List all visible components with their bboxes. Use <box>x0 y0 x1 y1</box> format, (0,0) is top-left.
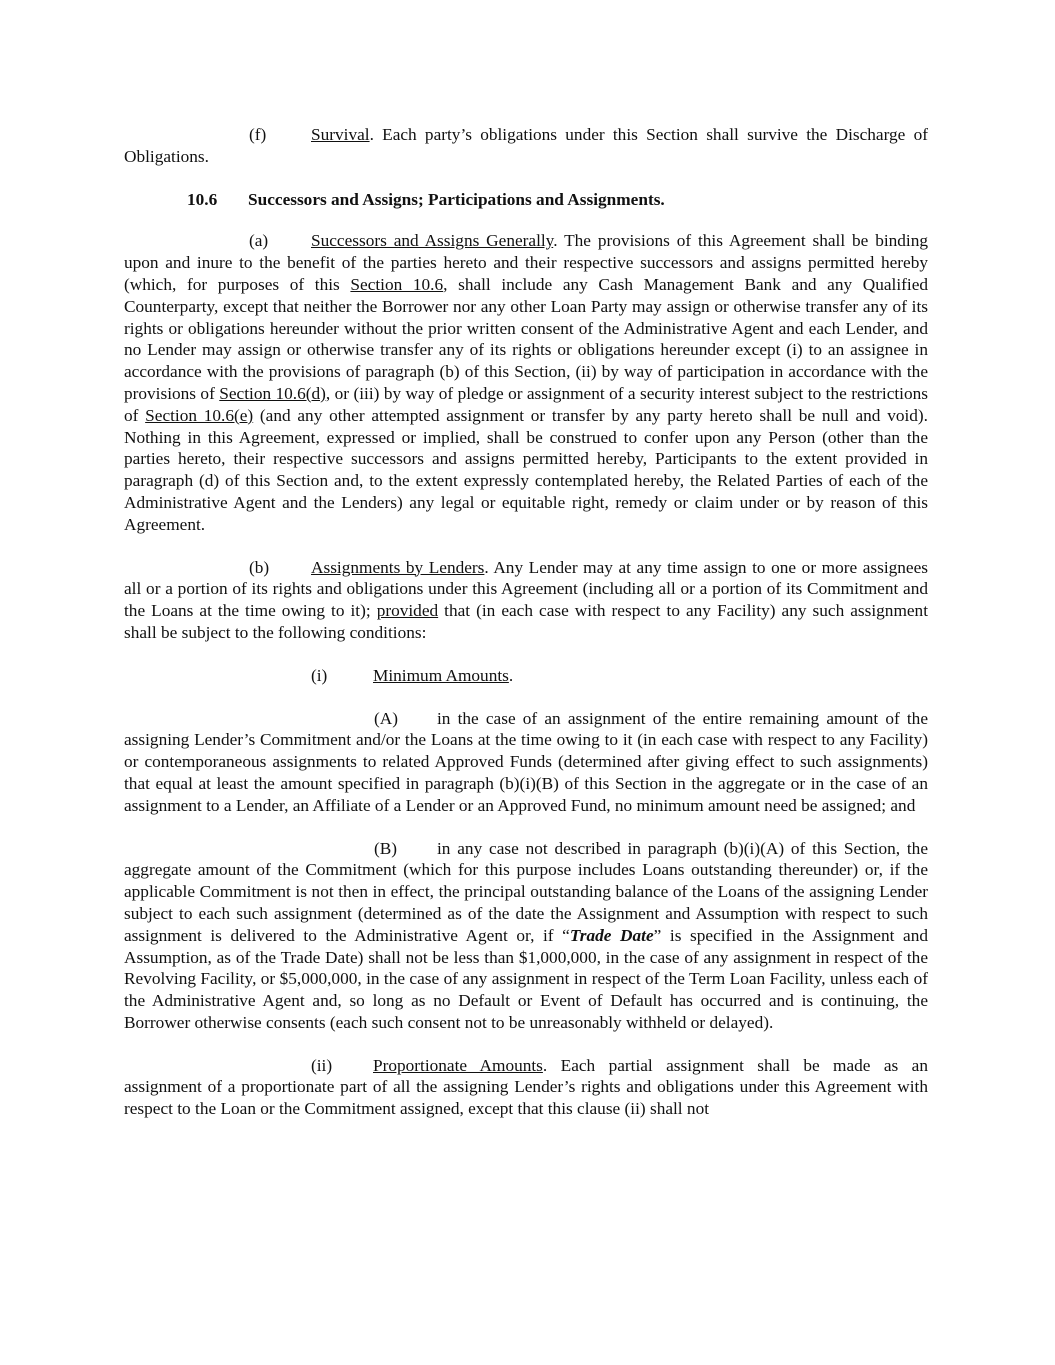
paragraph-b-marker: (b) <box>249 557 270 577</box>
provided-term: provided <box>376 601 439 621</box>
paragraph-a-marker: (a) <box>249 231 269 251</box>
paragraph-b-text-2: that (in each case with respect to any Facility) any such assignment shall be subject to the following conditions: <box>124 601 928 642</box>
cross-reference-section-10-6: Section 10.6 <box>350 274 444 294</box>
paragraph-a-text-1: . The provisions of this Agreement shall be binding upon and inure to the benefit of the parties hereto and their respective successors and assigns permitted hereby (which, for purposes of this <box>124 231 928 294</box>
paragraph-b-i-B <box>124 838 928 1034</box>
paragraph-b-text-1: . Any Lender may at any time assign to one or more assignees all or a portion of its rights and obligations under this Agreement (including all or a portion of its Commitment and the Loans at the time owing to it); <box>124 557 928 621</box>
paragraph-b-i-A-marker: (A) <box>374 708 398 728</box>
paragraph-b-ii-marker: (ii) <box>311 1055 333 1075</box>
cross-reference-section-10-6-e: Section 10.6(e) <box>145 405 254 425</box>
paragraph-b-i-B-text-2: ” is specified in the Assignment and Assumption, as of the Trade Date) shall not be less than $1,000,000, in the case of any assignment in respect of the Revolving Facility, or $5,000,000, in the case of any assignment in respect of the Term Loan Facility, unless each of the Administrative Agent and, so long as no Default or Event of Default has occurred and is continuing, the Borrower otherwise consents (each such consent not to be unreasonably withheld or delayed). <box>124 925 928 1032</box>
paragraph-b-i-suffix: . <box>508 665 514 685</box>
paragraph-b-i <box>124 665 928 687</box>
document-page <box>124 124 928 1141</box>
section-title: Successors and Assigns; Participations and Assignments. <box>248 189 665 209</box>
paragraph-b-ii <box>124 1055 928 1120</box>
paragraph-f-title: Survival <box>311 125 370 144</box>
paragraph-a <box>124 230 928 535</box>
paragraph-b-ii-title: Proportionate Amounts <box>373 1055 543 1075</box>
paragraph-a-title: Successors and Assigns Generally <box>311 231 554 251</box>
paragraph-b-i-B-marker: (B) <box>374 838 398 858</box>
defined-term-trade-date: Trade Date <box>569 925 654 945</box>
cross-reference-section-10-6-d: Section 10.6(d) <box>219 383 326 403</box>
paragraph-b-i-B-text-1: in any case not described in paragraph (b)(i)(A) of this Section, the aggregate amount of the Commitment (which for this purpose includes Loans outstanding thereunder) or, if the applicable Commitment is not then in effect, the principal outstanding balance of the Loans of the assigning Lender subject to each such assignment (determined as of the date the Assignment and Assumption with respect to such assignment is delivered to the Administrative Agent or, if “ <box>124 838 928 945</box>
paragraph-a-text-3: , or (iii) by way of pledge or assignment of a security interest subject to the restrictions of <box>124 383 928 425</box>
paragraph-b-title: Assignments by Lenders <box>311 557 485 577</box>
paragraph-b-ii-text: . Each partial assignment shall be made as an assignment of a proportionate part of all the assigning Lender’s rights and obligations under this Agreement with respect to the Loan or the Commitment assigned, except that this clause (ii) shall not <box>124 1055 928 1119</box>
paragraph-a-text-4: (and any other attempted assignment or transfer by any party hereto shall be null and void). Nothing in this Agreement, expressed or implied, shall be construed to confer upon any Person (other than the parties hereto, their respective successors and assigns permitted hereby, Participants to the extent provided in paragraph (d) of this Section and, to the extent expressly contemplated hereby, the Related Parties of each of the Administrative Agent and the Lenders) any legal or equitable right, remedy or claim under or by reason of this Agreement. <box>124 405 928 534</box>
section-number: 10.6 <box>187 189 218 209</box>
paragraph-b-i-A-text: in the case of an assignment of the entire remaining amount of the assigning Lender’s Commitment and/or the Loans at the time owing to it (in each case with respect to any Facility) or contemporaneous assignments to related Approved Funds (determined after giving effect to such assignments) that equal at least the amount specified in paragraph (b)(i)(B) of this Section in the aggregate or in the case of an assignment to a Lender, an Affiliate of a Lender or an Approved Fund, no minimum amount need be assigned; and <box>124 708 928 815</box>
paragraph-b-i-title: Minimum Amounts <box>373 665 509 685</box>
paragraph-b-i-marker: (i) <box>311 665 328 685</box>
paragraph-b <box>124 557 928 644</box>
paragraph-f <box>124 124 928 168</box>
paragraph-b-i-A <box>124 708 928 817</box>
paragraph-f-text: . Each party’s obligations under this Section shall survive the Discharge of Obligations. <box>124 125 928 166</box>
paragraph-a-text-2: , shall include any Cash Management Bank and any Qualified Counterparty, except that neither the Borrower nor any other Loan Party may assign or otherwise transfer any of its rights or obligations hereunder without the prior written consent of the Administrative Agent and each Lender, and no Lender may assign or otherwise transfer any of its rights or obligations hereunder except (i) to an assignee in accordance with the provisions of paragraph (b) of this Section, (ii) by way of participation in accordance with the provisions of <box>124 274 928 403</box>
section-heading <box>187 189 928 211</box>
paragraph-f-marker: (f) <box>249 125 267 144</box>
